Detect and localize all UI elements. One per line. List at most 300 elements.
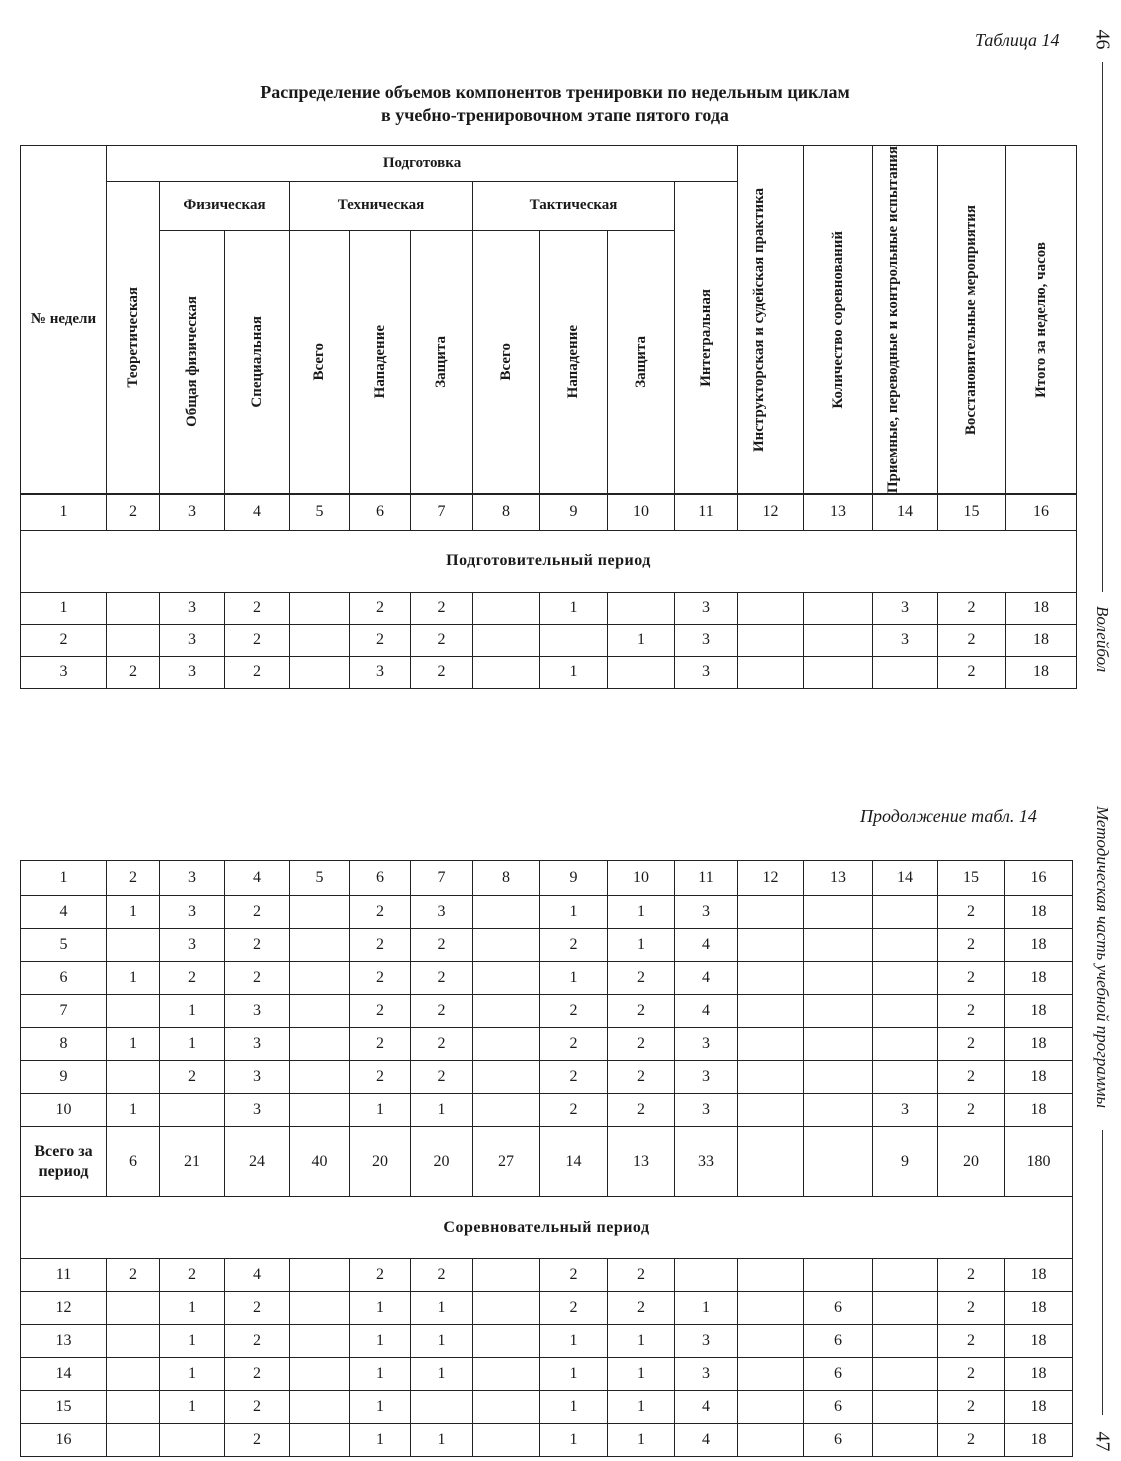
table-cell: 1 [350, 1358, 411, 1391]
table-cell: 5 [290, 861, 350, 896]
table-cell [290, 656, 350, 688]
header-general-physical: Общая физическая [160, 230, 225, 494]
table-cell: 18 [1005, 962, 1073, 995]
table-cell: 4 [225, 494, 290, 530]
table-cell: 2 [160, 1259, 225, 1292]
table-cell: 3 [160, 592, 225, 624]
table-row [21, 1358, 1073, 1391]
header-tech-attack: Нападение [350, 230, 411, 494]
table-cell [738, 962, 804, 995]
table-cell: 3 [873, 592, 938, 624]
table-cell: 6 [350, 861, 411, 896]
table-cell: 2 [608, 1094, 675, 1127]
table-cell: 10 [608, 494, 675, 530]
table-cell: 11 [675, 494, 738, 530]
table-row [21, 1094, 1073, 1127]
table-cell: 1 [160, 1292, 225, 1325]
table-cell: 13 [608, 1127, 675, 1197]
table-cell: 14 [873, 494, 938, 530]
table-cell: 2 [107, 656, 160, 688]
table-cell: 2 [938, 1358, 1005, 1391]
table-cell: 1 [540, 1358, 608, 1391]
table-row [21, 962, 1073, 995]
table-cell [107, 1358, 160, 1391]
table-cell: 2 [411, 995, 473, 1028]
table-cell: 18 [1006, 624, 1077, 656]
table-cell: 2 [225, 1325, 290, 1358]
table-cell: 1 [21, 494, 107, 530]
table-cell: 2 [540, 995, 608, 1028]
table-cell [804, 592, 873, 624]
table-cell [873, 995, 938, 1028]
table-cell: 3 [160, 929, 225, 962]
table-cell: 15 [938, 861, 1005, 896]
table-cell: 3 [160, 861, 225, 896]
header-tact-total: Всего [473, 230, 540, 494]
table-cell: 4 [675, 962, 738, 995]
table-cell: 3 [675, 1028, 738, 1061]
table-part-1 [20, 145, 1077, 689]
table-cell: 1 [540, 656, 608, 688]
table-cell: 6 [350, 494, 411, 530]
table-cell: 2 [107, 1259, 160, 1292]
header-week: № недели [21, 146, 107, 495]
table-cell: 12 [21, 1292, 107, 1325]
table-cell [804, 624, 873, 656]
table-cell: 6 [107, 1127, 160, 1197]
table-cell [473, 929, 540, 962]
table-cell: 2 [160, 962, 225, 995]
page-number-top: 46 [1091, 29, 1114, 50]
table-cell: 3 [350, 656, 411, 688]
total-label: Всего за период [21, 1127, 107, 1197]
table-cell: 2 [608, 1259, 675, 1292]
table-cell: 1 [608, 1391, 675, 1424]
table-row [21, 1391, 1073, 1424]
table-row [21, 624, 1077, 656]
header-tact-attack: Нападение [540, 230, 608, 494]
table-cell: 1 [350, 1391, 411, 1424]
table-cell: 2 [350, 592, 411, 624]
table-cell: 180 [1005, 1127, 1073, 1197]
table-cell [107, 1292, 160, 1325]
table-cell [290, 1391, 350, 1424]
period-competitive: Соревновательный период [21, 1197, 1073, 1259]
table-cell: 2 [411, 1259, 473, 1292]
table-cell: 2 [107, 861, 160, 896]
table-cell [804, 656, 873, 688]
table-cell [473, 896, 540, 929]
table-cell: 1 [608, 1358, 675, 1391]
table-cell: 2 [225, 1292, 290, 1325]
table-cell: 1 [411, 1292, 473, 1325]
table-cell: 2 [411, 1028, 473, 1061]
table-cell [473, 624, 540, 656]
table-cell: 2 [350, 1061, 411, 1094]
table-cell [290, 1292, 350, 1325]
table-cell: 2 [350, 1028, 411, 1061]
table-cell: 18 [1005, 1292, 1073, 1325]
table-cell [107, 1325, 160, 1358]
table-cell: 3 [21, 656, 107, 688]
table-cell: 1 [411, 1424, 473, 1457]
table-cell [873, 1424, 938, 1457]
table-cell: 7 [411, 861, 473, 896]
table-cell: 2 [938, 656, 1006, 688]
table-cell: 18 [1005, 1028, 1073, 1061]
total-row [21, 1127, 1073, 1197]
table-cell: 2 [938, 995, 1005, 1028]
header-integral: Интегральная [675, 182, 738, 495]
table-cell: 4 [225, 1259, 290, 1292]
table-cell: 9 [873, 1127, 938, 1197]
table-cell: 10 [21, 1094, 107, 1127]
header-training: Подготовка [107, 146, 738, 182]
table-cell: 2 [225, 1358, 290, 1391]
table-row [21, 929, 1073, 962]
side-rule-bottom [1102, 1130, 1103, 1415]
table-cell: 11 [21, 1259, 107, 1292]
table-cell: 2 [608, 1028, 675, 1061]
table-cell [473, 962, 540, 995]
table-cell: 1 [411, 1325, 473, 1358]
table-cell: 1 [160, 1325, 225, 1358]
table-cell: 1 [350, 1094, 411, 1127]
table-cell: 4 [675, 1391, 738, 1424]
table-cell: 2 [225, 592, 290, 624]
table-cell: 3 [675, 592, 738, 624]
table-cell: 2 [540, 1259, 608, 1292]
table-cell [738, 1358, 804, 1391]
table-cell [107, 592, 160, 624]
table-cell: 1 [540, 1325, 608, 1358]
table-cell [738, 929, 804, 962]
table-cell: 1 [540, 962, 608, 995]
table-cell: 2 [411, 656, 473, 688]
table-cell: 2 [938, 962, 1005, 995]
table-cell: 40 [290, 1127, 350, 1197]
table-cell [738, 1391, 804, 1424]
table-cell: 1 [21, 861, 107, 896]
table-cell: 13 [804, 494, 873, 530]
table-cell: 18 [1005, 1391, 1073, 1424]
table-cell: 1 [21, 592, 107, 624]
table-cell: 3 [160, 624, 225, 656]
table-row [21, 995, 1073, 1028]
table-cell: 27 [473, 1127, 540, 1197]
table-cell: 2 [938, 929, 1005, 962]
table-cell: 3 [675, 1325, 738, 1358]
table-cell [738, 1028, 804, 1061]
side-sport: Волейбол [1093, 606, 1112, 673]
table-cell: 3 [675, 1061, 738, 1094]
table-cell: 1 [350, 1325, 411, 1358]
table-cell: 1 [608, 1424, 675, 1457]
table-cell: 2 [350, 995, 411, 1028]
column-numbers-row [21, 861, 1073, 896]
table-cell: 16 [21, 1424, 107, 1457]
table-cell: 3 [160, 494, 225, 530]
header-physical: Физическая [160, 182, 290, 231]
table-cell [873, 1292, 938, 1325]
table-cell [804, 1259, 873, 1292]
table-cell: 1 [160, 1358, 225, 1391]
table-cell [873, 1061, 938, 1094]
table-cell: 18 [1005, 1325, 1073, 1358]
table-cell: 6 [804, 1325, 873, 1358]
period-preparatory: Подготовительный период [21, 530, 1077, 592]
table-cell: 2 [225, 896, 290, 929]
table-cell [738, 995, 804, 1028]
table-cell: 12 [738, 861, 804, 896]
header-tech-total: Всего [290, 230, 350, 494]
table-cell: 6 [804, 1358, 873, 1391]
table-cell: 3 [411, 896, 473, 929]
table-cell [873, 1358, 938, 1391]
table-cell: 2 [608, 1292, 675, 1325]
table-cell: 4 [21, 896, 107, 929]
table-cell [804, 929, 873, 962]
table-cell [290, 896, 350, 929]
table-cell: 1 [107, 1094, 160, 1127]
table-cell: 9 [21, 1061, 107, 1094]
table-cell: 8 [473, 861, 540, 896]
table-cell: 1 [411, 1094, 473, 1127]
table-cell [473, 1028, 540, 1061]
table-cell: 2 [938, 592, 1006, 624]
table-cell [804, 1094, 873, 1127]
table-cell [804, 1061, 873, 1094]
table-cell: 33 [675, 1127, 738, 1197]
table-cell [873, 1028, 938, 1061]
table-cell: 15 [938, 494, 1006, 530]
table-cell [290, 1358, 350, 1391]
table-cell: 12 [738, 494, 804, 530]
table-cell: 3 [675, 1358, 738, 1391]
table-cell: 4 [675, 1424, 738, 1457]
table-cell: 20 [350, 1127, 411, 1197]
table-cell [540, 624, 608, 656]
table-cell: 2 [608, 962, 675, 995]
table-cell: 18 [1005, 1094, 1073, 1127]
table-cell [738, 1259, 804, 1292]
table-cell: 2 [225, 962, 290, 995]
table-cell: 2 [540, 1028, 608, 1061]
table-cell: 14 [873, 861, 938, 896]
table-cell: 2 [938, 1325, 1005, 1358]
table-cell [473, 1292, 540, 1325]
table-cell [473, 1424, 540, 1457]
table-cell [411, 1391, 473, 1424]
table-cell: 8 [473, 494, 540, 530]
table-cell [804, 995, 873, 1028]
table-cell [473, 995, 540, 1028]
table-cell: 2 [540, 1292, 608, 1325]
table-cell: 1 [160, 1028, 225, 1061]
table-cell: 21 [160, 1127, 225, 1197]
table-cell [290, 995, 350, 1028]
table-row [21, 1028, 1073, 1061]
table-cell: 15 [21, 1391, 107, 1424]
table-cell: 3 [225, 995, 290, 1028]
table-cell: 18 [1006, 592, 1077, 624]
table-cell: 1 [540, 1424, 608, 1457]
table-cell: 1 [540, 592, 608, 624]
table-cell [473, 1061, 540, 1094]
table-cell: 1 [540, 896, 608, 929]
table-cell: 18 [1005, 896, 1073, 929]
table-cell: 2 [225, 656, 290, 688]
table-cell: 2 [938, 1094, 1005, 1127]
table-cell: 2 [938, 1391, 1005, 1424]
table-cell: 18 [1005, 995, 1073, 1028]
table-cell: 2 [411, 624, 473, 656]
table-cell: 2 [225, 1391, 290, 1424]
table-cell: 2 [608, 1061, 675, 1094]
table-cell: 2 [350, 962, 411, 995]
table-cell: 2 [540, 1061, 608, 1094]
table-cell: 24 [225, 1127, 290, 1197]
period-row [21, 530, 1077, 592]
table-cell: 13 [21, 1325, 107, 1358]
table-cell: 20 [938, 1127, 1005, 1197]
header-instructor: Инструкторская и судейская практика [738, 146, 804, 495]
table-cell: 20 [411, 1127, 473, 1197]
table-cell: 9 [540, 861, 608, 896]
table-cell: 18 [1005, 929, 1073, 962]
table-cell: 18 [1006, 656, 1077, 688]
table-cell [473, 592, 540, 624]
table-cell: 1 [350, 1292, 411, 1325]
table-cell [608, 592, 675, 624]
table-cell [804, 962, 873, 995]
table-cell: 1 [160, 995, 225, 1028]
table-cell: 16 [1005, 861, 1073, 896]
continuation-label: Продолжение табл. 14 [860, 806, 1037, 826]
table-cell [160, 1424, 225, 1457]
table-cell: 18 [1005, 1358, 1073, 1391]
table-cell [290, 929, 350, 962]
table-cell: 2 [160, 1061, 225, 1094]
table-cell [290, 1028, 350, 1061]
table-cell: 2 [350, 896, 411, 929]
table-cell: 5 [290, 494, 350, 530]
table-cell: 18 [1005, 1061, 1073, 1094]
table-cell [290, 1259, 350, 1292]
table-cell [473, 656, 540, 688]
table-cell [107, 1424, 160, 1457]
table-cell [738, 1127, 804, 1197]
table-cell: 4 [675, 995, 738, 1028]
table-cell: 2 [540, 929, 608, 962]
table-cell [738, 624, 804, 656]
table-row [21, 1424, 1073, 1457]
table-cell: 18 [1005, 1424, 1073, 1457]
table-cell [738, 1094, 804, 1127]
table-cell: 2 [608, 995, 675, 1028]
table-cell: 3 [873, 624, 938, 656]
table-cell: 1 [107, 896, 160, 929]
table-cell: 9 [540, 494, 608, 530]
table-cell [738, 1292, 804, 1325]
header-tactical: Тактическая [473, 182, 675, 231]
table-cell [290, 624, 350, 656]
table-cell [873, 1325, 938, 1358]
table-cell [738, 1061, 804, 1094]
column-numbers-row [21, 494, 1077, 530]
table-cell: 3 [675, 624, 738, 656]
table-cell [107, 624, 160, 656]
table-cell [473, 1391, 540, 1424]
header-tact-defense: Защита [608, 230, 675, 494]
table-cell: 2 [225, 1424, 290, 1457]
table-cell: 4 [675, 929, 738, 962]
table-cell [804, 1127, 873, 1197]
table-cell [738, 592, 804, 624]
table-cell [290, 1424, 350, 1457]
table-cell: 3 [225, 1094, 290, 1127]
table-cell: 16 [1006, 494, 1077, 530]
table-cell: 1 [608, 624, 675, 656]
table-cell: 1 [107, 1028, 160, 1061]
table-cell [290, 592, 350, 624]
table-cell: 2 [938, 1061, 1005, 1094]
table-cell [107, 995, 160, 1028]
table-cell: 10 [608, 861, 675, 896]
table-cell: 1 [107, 962, 160, 995]
table-cell [107, 1391, 160, 1424]
table-cell: 1 [411, 1358, 473, 1391]
table-cell: 3 [160, 896, 225, 929]
table-cell: 2 [938, 624, 1006, 656]
table-cell: 3 [225, 1061, 290, 1094]
table-cell [290, 1061, 350, 1094]
table-cell [107, 929, 160, 962]
table-cell [473, 1325, 540, 1358]
table-cell [473, 1094, 540, 1127]
table-cell: 2 [540, 1094, 608, 1127]
table-cell: 2 [938, 1028, 1005, 1061]
table-cell [675, 1259, 738, 1292]
table-cell [608, 656, 675, 688]
table-cell: 3 [225, 1028, 290, 1061]
table-cell [738, 1325, 804, 1358]
table-cell: 11 [675, 861, 738, 896]
table-cell [160, 1094, 225, 1127]
table-cell [873, 1391, 938, 1424]
table-cell [473, 1358, 540, 1391]
table-cell: 3 [675, 656, 738, 688]
table-cell: 2 [938, 1292, 1005, 1325]
table-row [21, 1325, 1073, 1358]
header-special: Специальная [225, 230, 290, 494]
table-cell: 1 [540, 1391, 608, 1424]
header-technical: Техническая [290, 182, 473, 231]
table-cell [738, 1424, 804, 1457]
table-cell: 2 [225, 624, 290, 656]
table-cell [873, 962, 938, 995]
table-cell: 3 [873, 1094, 938, 1127]
table-cell: 13 [804, 861, 873, 896]
page-number-bottom: 47 [1091, 1431, 1114, 1452]
table-cell: 2 [107, 494, 160, 530]
header-hours: Итого за неделю, часов [1006, 146, 1077, 495]
table-cell [290, 1325, 350, 1358]
title-line-2: в учебно-тренировочном этапе пятого года [381, 105, 729, 125]
table-cell [290, 962, 350, 995]
table-cell: 1 [608, 929, 675, 962]
table-cell: 6 [804, 1391, 873, 1424]
